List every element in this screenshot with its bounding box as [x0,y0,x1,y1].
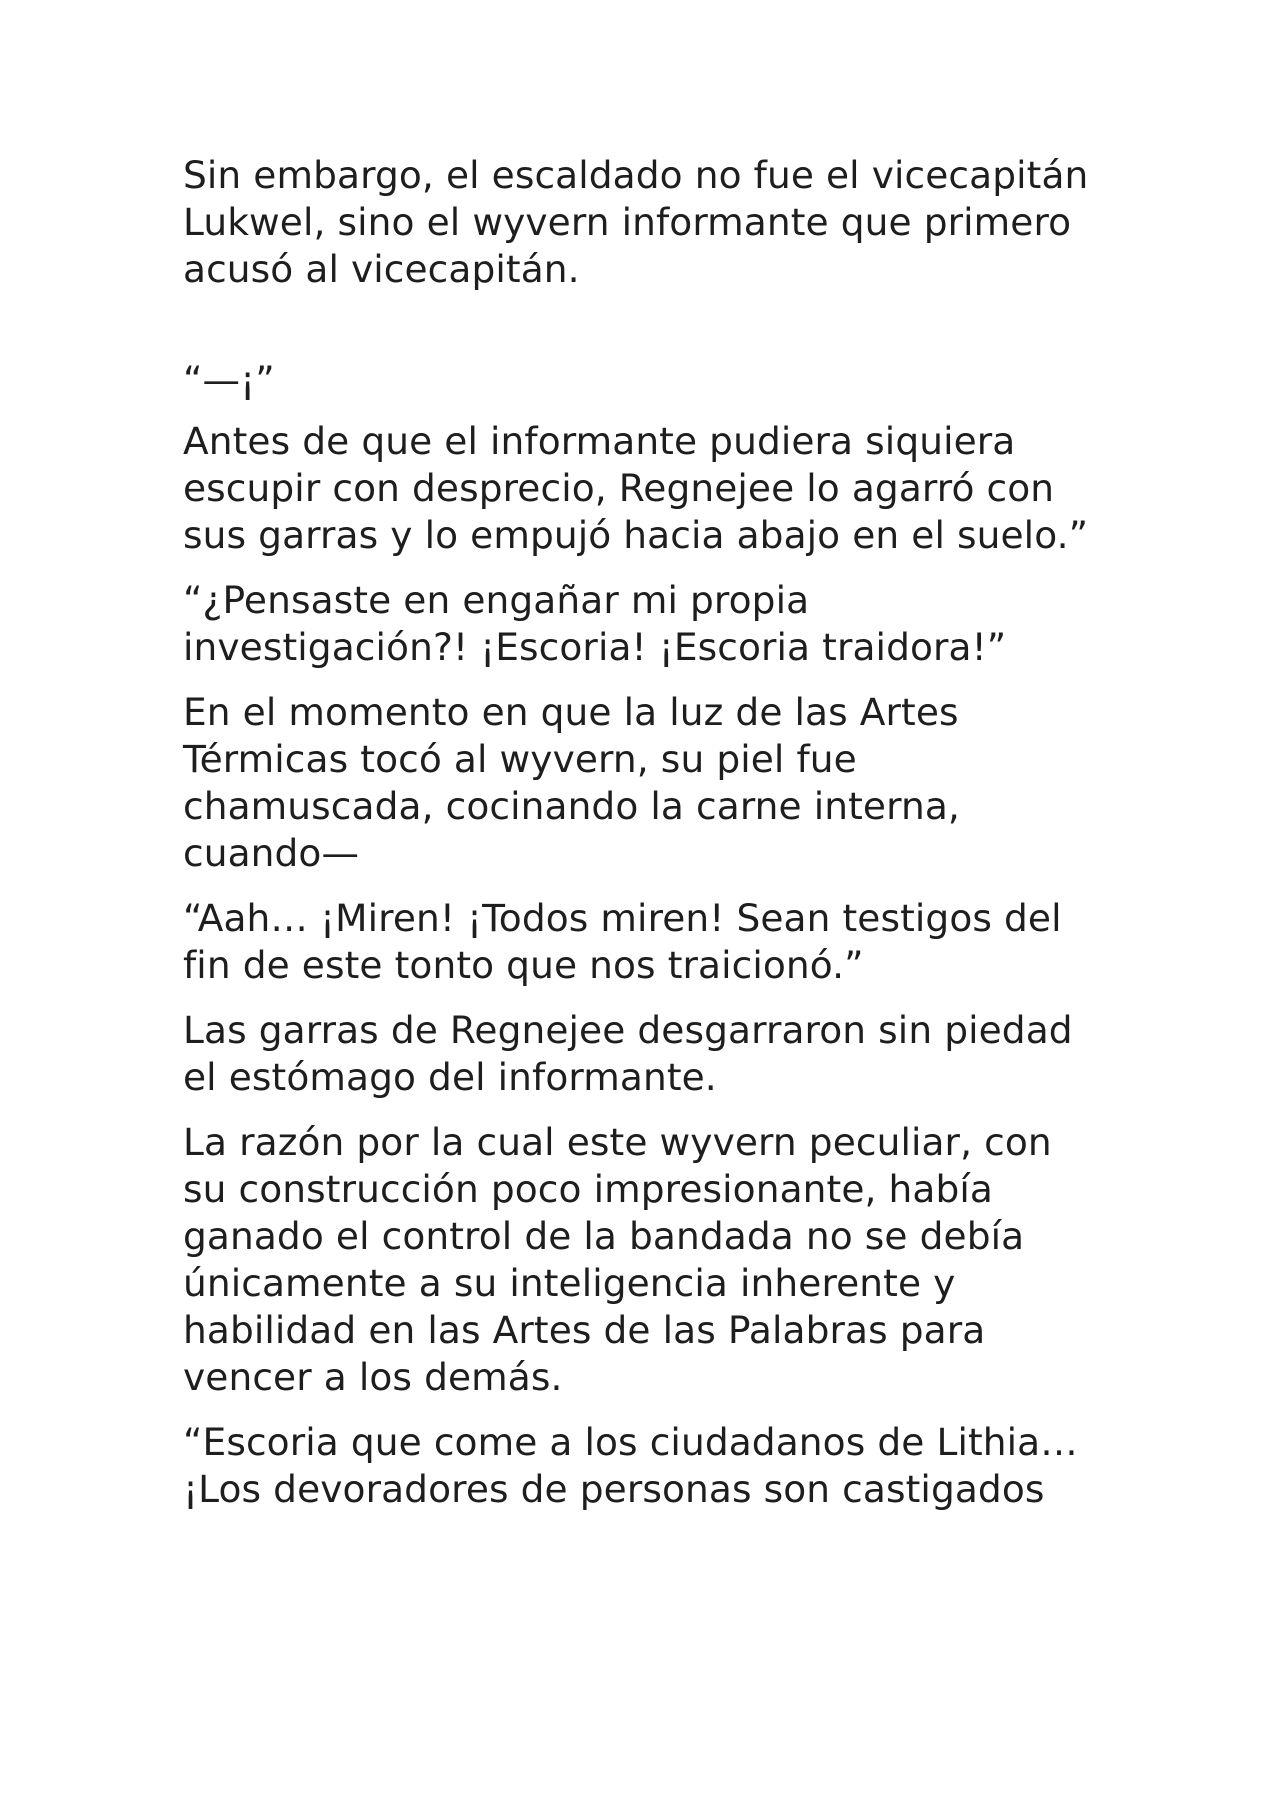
paragraph-5: En el momento en que la luz de las Artes Térmicas tocó al wyvern, su piel fue chamuscada, cocinando la carne interna, cuando— [183,690,960,875]
paragraph-2: “—¡” [183,358,275,402]
paragraph-7: Las garras de Regnejee desgarraron sin piedad el estómago del informante. [183,1008,1073,1099]
paragraph-6: “Aah… ¡Miren! ¡Todos miren! Sean testigos del fin de este tonto que nos traicionó.” [183,896,1062,987]
paragraph-3: Antes de que el informante pudiera siquiera escupir con desprecio, Regnejee lo agarró con sus garras y lo empujó hacia abajo en el suelo.” [183,419,1089,557]
paragraph-8: La razón por la cual este wyvern peculiar, con su construcción poco impresionante, había ganado el control de la bandada no se debía únicamente a su inteligencia inherente y habilidad en las Artes de las Palabras para vencer a los demás. [183,1120,1052,1399]
paragraph-1: Sin embargo, el escaldado no fue el vicecapitán Lukwel, sino el wyvern informante que primero acusó al vicecapitán. [183,153,1089,291]
document-body [183,152,1103,1531]
paragraph-9: “Escoria que come a los ciudadanos de Lithia… ¡Los devoradores de personas son castigados [183,1420,1078,1511]
paragraph-4: “¿Pensaste en engañar mi propia investigación?! ¡Escoria! ¡Escoria traidora!” [183,578,1007,669]
